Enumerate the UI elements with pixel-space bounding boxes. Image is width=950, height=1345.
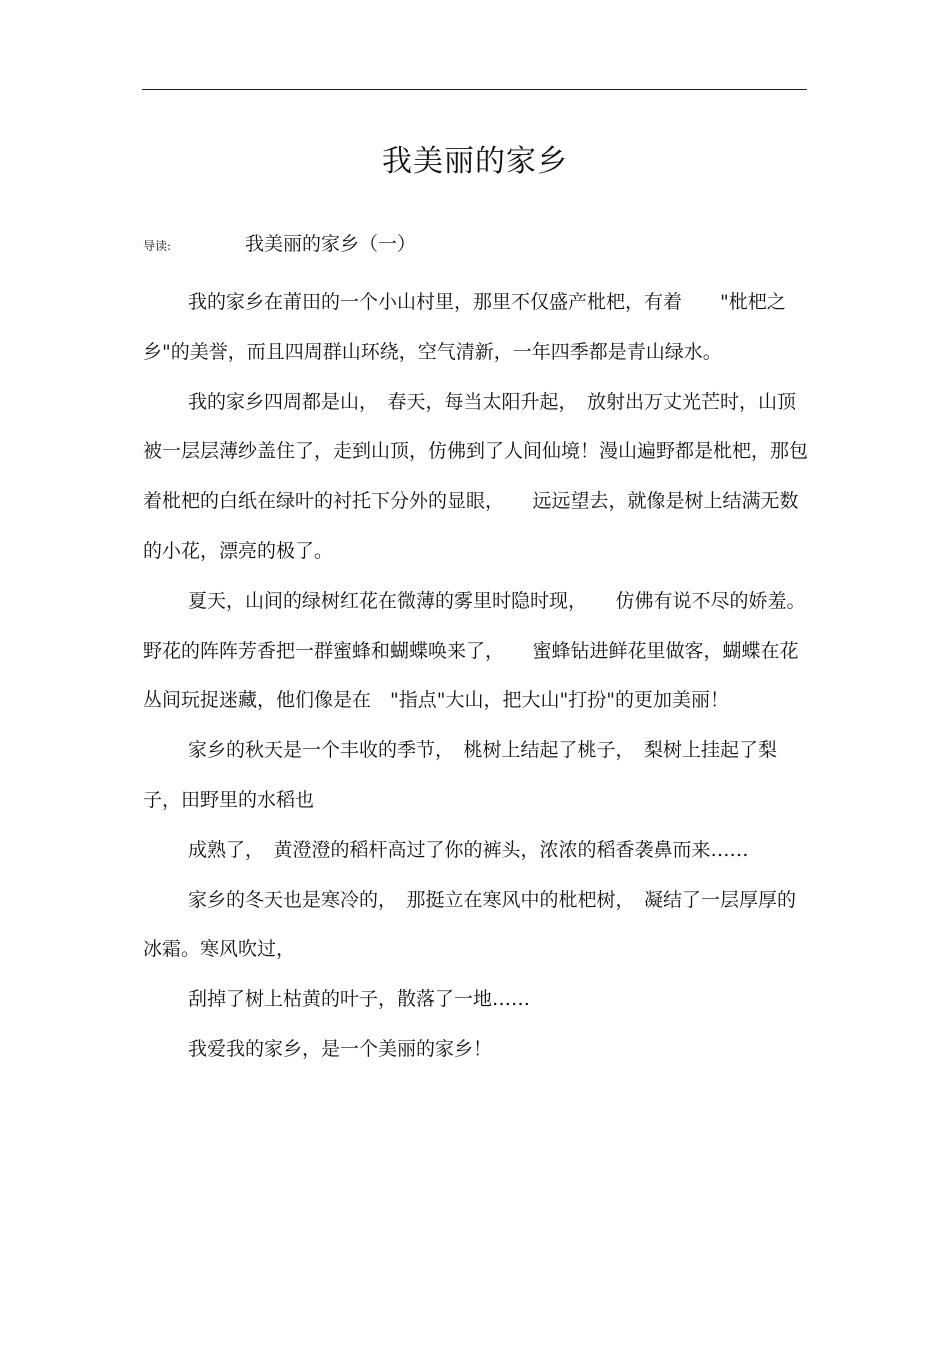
intro-label: 导读: — [143, 239, 172, 253]
paragraph-3: 夏天，山间的绿树红花在微薄的雾里时隐时现， 仿佛有说不尽的娇羞。野花的阵阵芳香把一群蜜蜂和蝴蝶唤来了， 蜜蜂钻进鲜花里做客，蝴蝶在花丛间玩捉迷藏，他们像是在 "指点"大山，把大山"打扮"的更加美丽！ — [143, 589, 806, 712]
article-body — [143, 278, 811, 1075]
header-rule — [142, 89, 807, 90]
paragraph-7: 刮掉了树上枯黄的叶子，散落了一地…… — [188, 988, 531, 1011]
document-title: 我美丽的家乡 — [382, 144, 568, 179]
paragraph-2: 我的家乡四周都是山， 春天，每当太阳升起， 放射出万丈光芒时，山顶被一层层薄纱盖住了，走到山顶，仿佛到了人间仙境！漫山遍野都是枇杷，那包着枇杷的白纸在绿叶的衬托下分外的显眼， 远远望去，就像是树上结满无数的小花，漂亮的极了。 — [143, 390, 809, 562]
intro-subtitle: 我美丽的家乡（一） — [245, 233, 417, 255]
paragraph-8: 我爱我的家乡，是一个美丽的家乡！ — [188, 1037, 493, 1060]
paragraph-1: 我的家乡在莆田的一个小山村里，那里不仅盛产枇杷，有着 "枇杷之乡"的美誉，而且四周群山环绕，空气清新，一年四季都是青山绿水。 — [143, 291, 786, 363]
paragraph-4: 家乡的秋天是一个丰收的季节， 桃树上结起了桃子， 梨树上挂起了梨子，田野里的水稻也 — [143, 739, 778, 811]
paragraph-5: 成熟了， 黄澄澄的稻杆高过了你的裤头，浓浓的稻香袭鼻而来…… — [188, 838, 749, 861]
paragraph-6: 家乡的冬天也是寒冷的， 那挺立在寒风中的枇杷树， 凝结了一层厚厚的冰霜。寒风吹过， — [143, 888, 797, 961]
intro-line — [143, 229, 416, 259]
